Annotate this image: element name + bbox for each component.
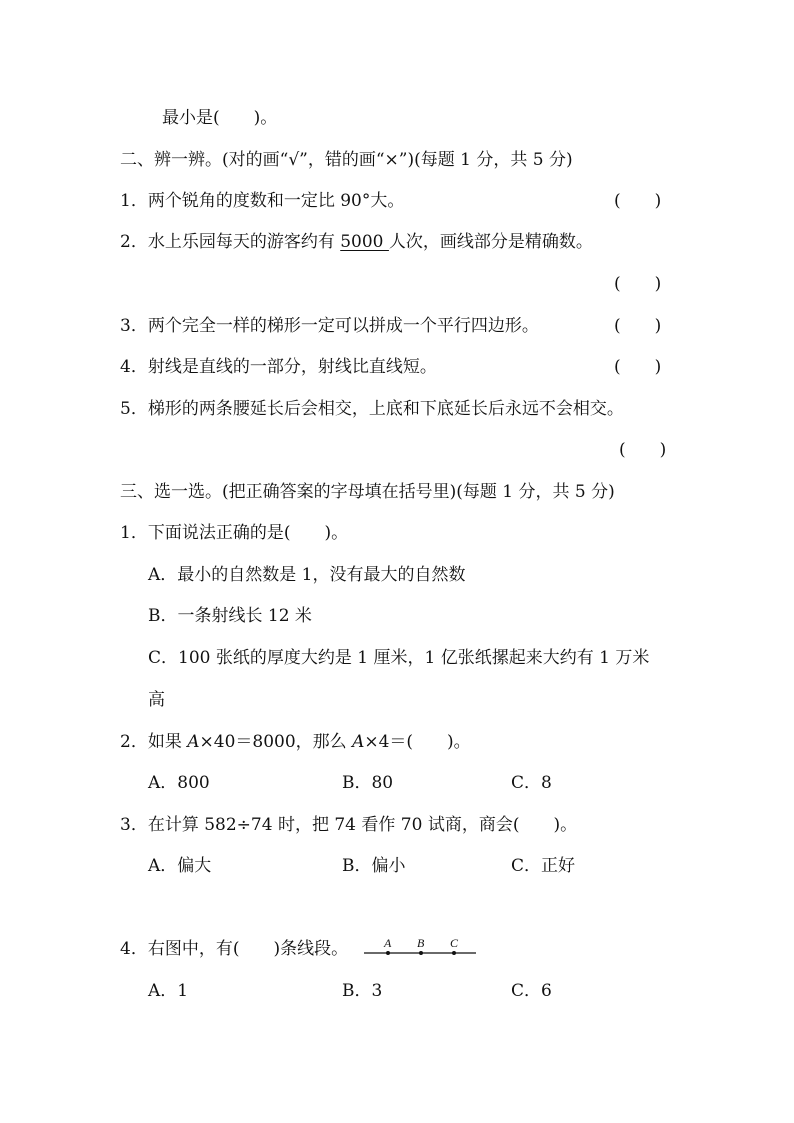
s3-q3-option-c[interactable]: C．正好 <box>511 856 576 876</box>
s3-q3-option-a[interactable]: A．偏大 <box>148 856 212 876</box>
s3-q4-option-c[interactable]: C．6 <box>511 981 552 1001</box>
item-number: 4． <box>120 357 148 377</box>
s3-q3-stem <box>120 815 577 835</box>
s2-item-4-answer-blank[interactable]: ( ) <box>614 357 662 377</box>
s2-item-3 <box>120 316 539 336</box>
underlined-number: 5000 <box>340 232 389 252</box>
stem-part: ×4＝( )。 <box>364 732 471 752</box>
item-text-cont: 人次，画线部分是精确数。 <box>388 232 593 252</box>
section3-title: 三、选一选。(把正确答案的字母填在括号里)(每题 1 分，共 5 分) <box>120 482 615 502</box>
s2-item-4 <box>120 357 437 377</box>
item-number: 1． <box>120 523 148 543</box>
item-text: 下面说法正确的是( )。 <box>147 523 349 543</box>
s2-item-2 <box>120 232 593 252</box>
s3-q3-option-b[interactable]: B．偏小 <box>342 856 406 876</box>
section2-title: 二、辨一辨。(对的画“√”，错的画“×”)(每题 1 分，共 5 分) <box>120 150 573 170</box>
top-line: 最小是( )。 <box>162 108 278 128</box>
s3-q1-option-b[interactable]: B．一条射线长 12 米 <box>148 606 312 626</box>
point-b <box>419 951 423 955</box>
item-text: 两个锐角的度数和一定比 90°大。 <box>147 191 405 211</box>
item-number: 3． <box>120 815 148 835</box>
s3-q1-option-c-cont: 高 <box>148 690 165 710</box>
s2-item-1-answer-blank[interactable]: ( ) <box>614 191 662 211</box>
s2-item-5-answer-blank[interactable]: ( ) <box>619 440 667 460</box>
variable-a: A <box>352 732 365 752</box>
item-number: 4． <box>120 939 148 959</box>
s3-q2-stem <box>120 732 471 752</box>
point-c <box>452 951 456 955</box>
s3-q2-option-a[interactable]: A．800 <box>148 773 210 793</box>
item-text: 右图中，有( )条线段。 <box>147 939 349 959</box>
s3-q1-stem <box>120 523 348 543</box>
item-text: 射线是直线的一部分，射线比直线短。 <box>147 357 437 377</box>
s2-item-1 <box>120 191 404 211</box>
s2-item-3-answer-blank[interactable]: ( ) <box>614 316 662 336</box>
s3-q4-option-b[interactable]: B．3 <box>342 981 383 1001</box>
variable-a: A <box>187 732 200 752</box>
item-number: 1． <box>120 191 148 211</box>
s3-q2-option-b[interactable]: B．80 <box>342 773 394 793</box>
point-label-b: B <box>417 936 425 950</box>
s3-q4-option-a[interactable]: A．1 <box>148 981 189 1001</box>
item-text: 水上乐园每天的游客约有 <box>147 232 341 252</box>
s2-item-5 <box>120 399 624 419</box>
point-label-a: A <box>384 936 392 950</box>
line-segment-figure <box>364 934 484 964</box>
stem-part: ×40＝8000，那么 <box>199 732 353 752</box>
stem-part: 如果 <box>147 732 188 752</box>
s3-q1-option-c[interactable]: C．100 张纸的厚度大约是 1 厘米，1 亿张纸摞起来大约有 1 万米 <box>148 648 650 668</box>
s3-q1-option-a[interactable]: A．最小的自然数是 1，没有最大的自然数 <box>148 565 466 585</box>
item-text: 梯形的两条腰延长后会相交，上底和下底延长后永远不会相交。 <box>147 399 624 419</box>
s2-item-2-answer-blank[interactable]: ( ) <box>614 274 662 294</box>
s3-q2-option-c[interactable]: C．8 <box>511 773 552 793</box>
item-text: 在计算 582÷74 时，把 74 看作 70 试商，商会( )。 <box>147 815 578 835</box>
item-text: 两个完全一样的梯形一定可以拼成一个平行四边形。 <box>147 316 539 336</box>
point-a <box>386 951 390 955</box>
s3-q4-stem <box>120 939 348 959</box>
item-number: 2． <box>120 732 148 752</box>
item-number: 3． <box>120 316 148 336</box>
item-number: 2． <box>120 232 148 252</box>
point-label-c: C <box>450 936 459 950</box>
item-number: 5． <box>120 399 148 419</box>
